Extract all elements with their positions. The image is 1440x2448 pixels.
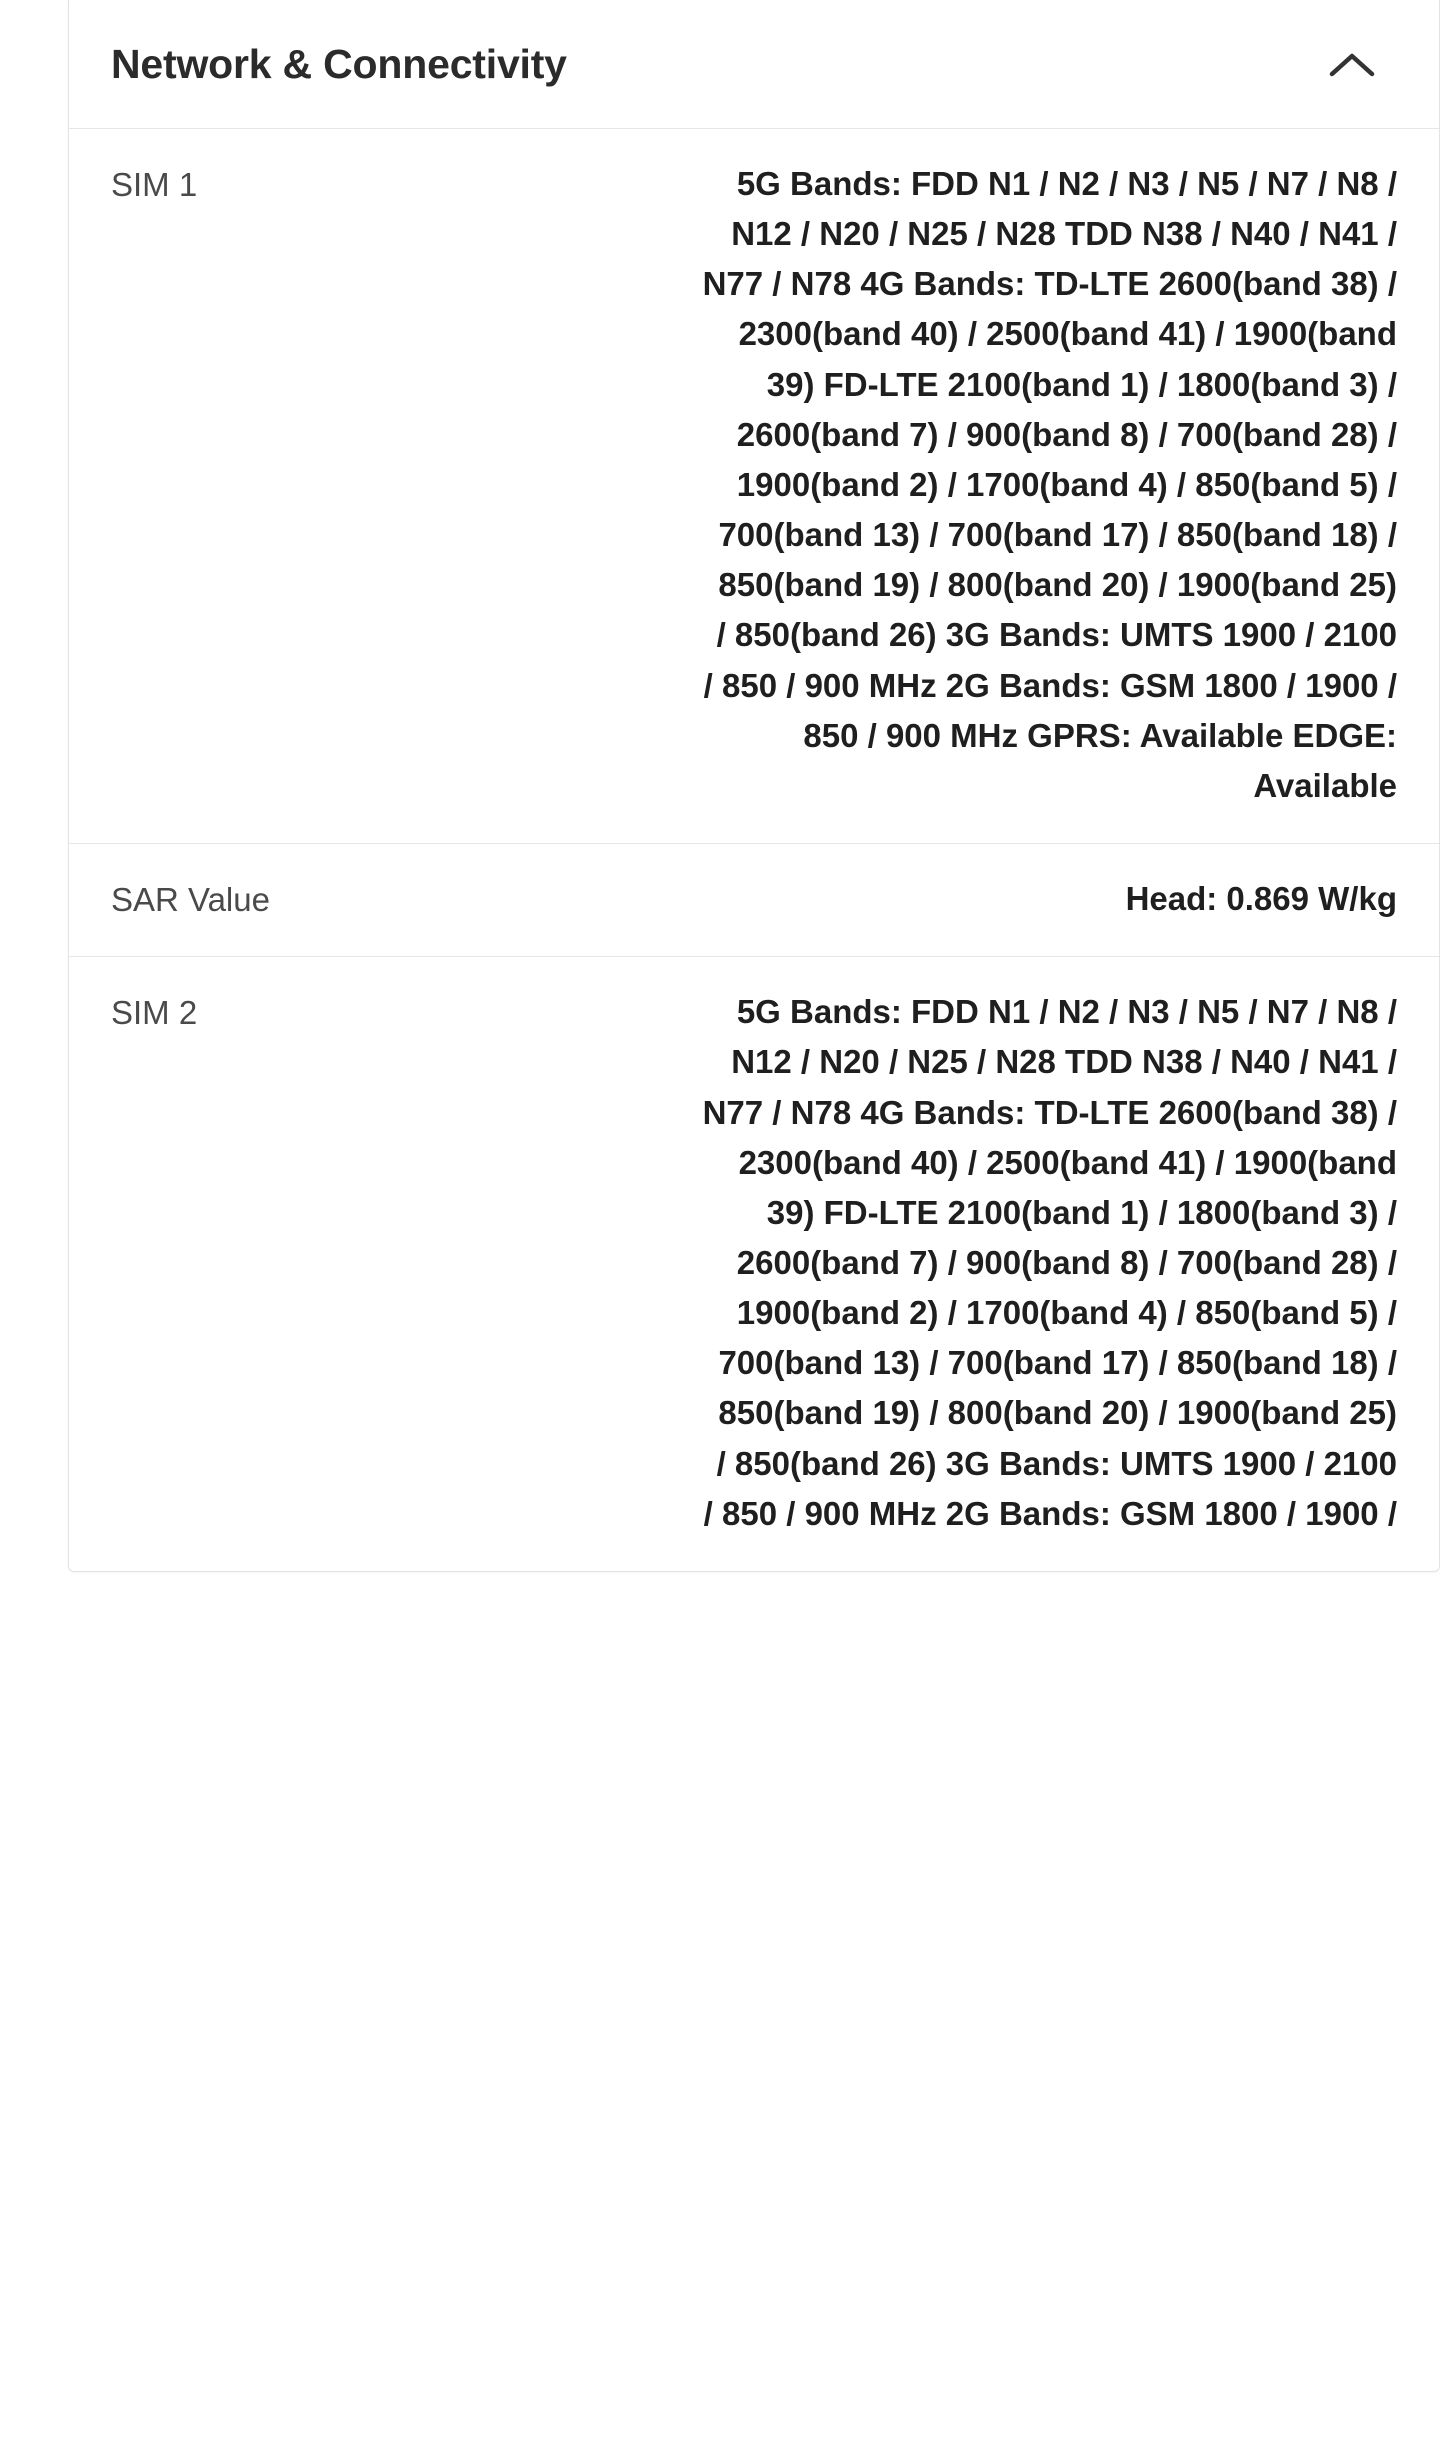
chevron-up-icon[interactable]: [1325, 38, 1379, 92]
spec-value: Head: 0.869 W/kg: [1125, 880, 1397, 918]
section-header[interactable]: [69, 0, 1439, 129]
spec-value: 5G Bands: FDD N1 / N2 / N3 / N5 / N7 / N8 / N12 / N20 / N25 / N28 TDD N38 / N40 / N41 / N77 / N78 4G Bands: TD-LTE 2600(band 38) / 2300(band 40) / 2500(band 41) / 1900(band 39) FD-LTE 2100(band 1) / 1800(band 3) / 2600(band 7) / 900(band 8) / 700(band 28) / 1900(band 2) / 1700(band 4) / 850(band 5) / 700(band 13) / 700(band 17) / 850(band 18) / 850(band 19) / 800(band 20) / 1900(band 25) / 850(band 26) 3G Bands: UMTS 1900 / 2100 / 850 / 900 MHz 2G Bands: GSM 1800 / 1900 / 850 / 900 MHz GPRS: Available EDGE: Available: [702, 165, 1397, 804]
network-connectivity-card: [68, 0, 1440, 1572]
table-row: [69, 129, 1439, 844]
spec-value: 5G Bands: FDD N1 / N2 / N3 / N5 / N7 / N8 / N12 / N20 / N25 / N28 TDD N38 / N40 / N41 / N77 / N78 4G Bands: TD-LTE 2600(band 38) / 2300(band 40) / 2500(band 41) / 1900(band 39) FD-LTE 2100(band 1) / 1800(band 3) / 2600(band 7) / 900(band 8) / 700(band 28) / 1900(band 2) / 1700(band 4) / 850(band 5) / 700(band 13) / 700(band 17) / 850(band 18) / 850(band 19) / 800(band 20) / 1900(band 25) / 850(band 26) 3G Bands: UMTS 1900 / 2100 / 850 / 900 MHz 2G Bands: GSM 1800 / 1900 /: [702, 993, 1397, 1532]
spec-label: SIM 2: [111, 994, 198, 1032]
spec-label: SAR Value: [111, 881, 270, 919]
page-title: Network & Connectivity: [111, 41, 567, 88]
table-row: [69, 957, 1439, 1571]
table-row: [69, 844, 1439, 957]
spec-label: SIM 1: [111, 166, 198, 203]
